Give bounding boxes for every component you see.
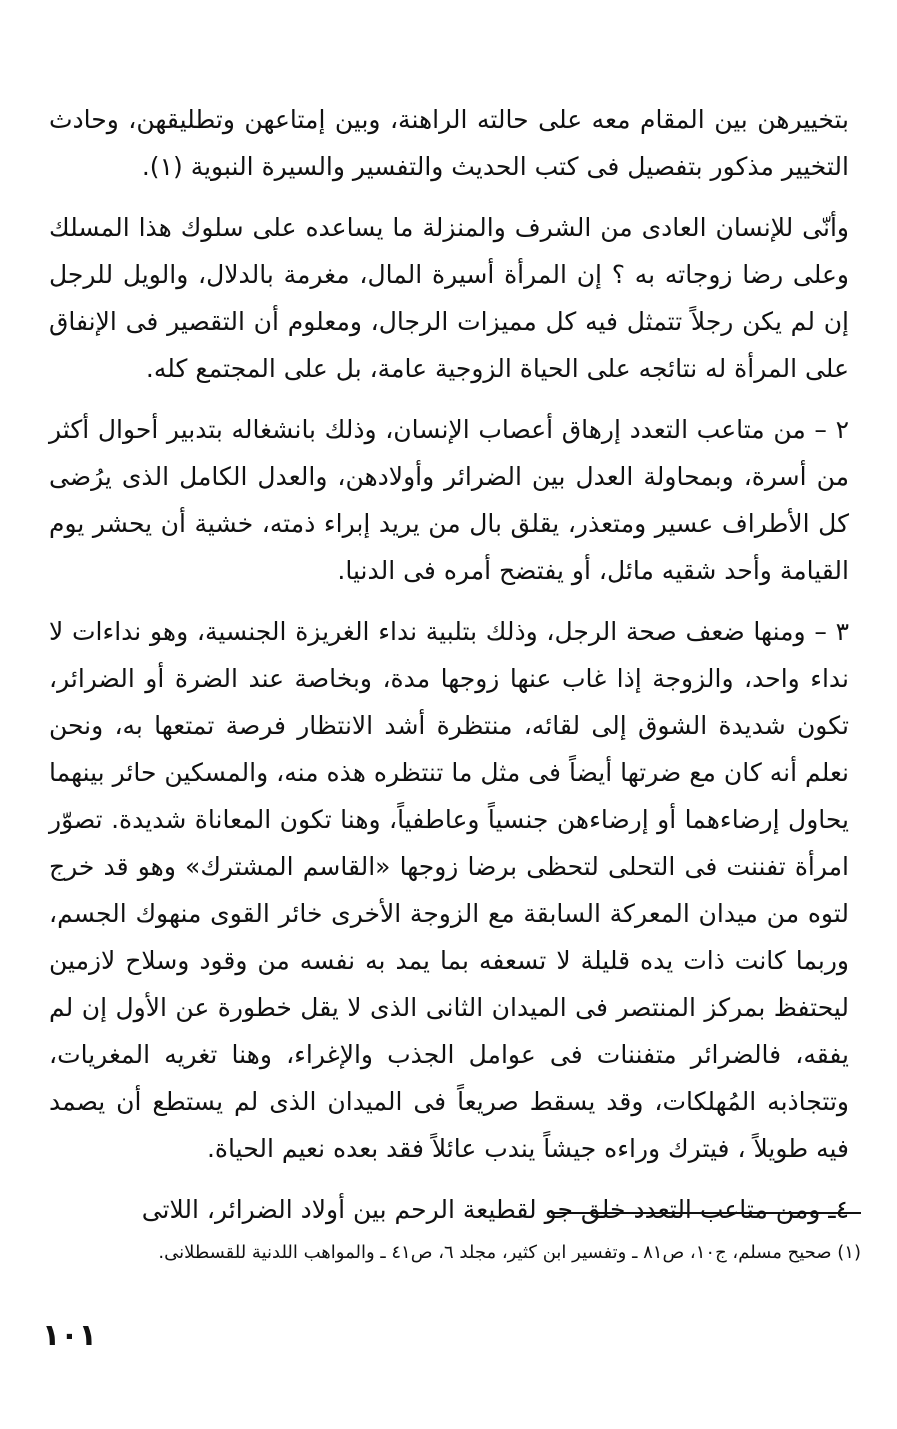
paragraph-2: وأنّى للإنسان العادى من الشرف والمنزلة ما يساعده على سلوك هذا المسلك وعلى رضا زوجاته به ؟ إن المرأة أسيرة المال، مغرمة بالدلال، والويل للرجل إن لم يكن رجلاً تتمثل فيه كل مميزات الرجال، ومعلوم أن التقصير فى الإنفاق على المرأة له نتائجه على الحياة الزوجية عامة، بل على المجتمع كله. [49, 213, 849, 383]
footnote: (١) صحيح مسلم، ج١٠، ص٨١ ـ وتفسير ابن كثير، مجلد ٦، ص٤١ ـ والمواهب اللدنية للقسطلانى. [158, 1242, 861, 1263]
page-number: ١٠١ [42, 1318, 97, 1353]
paragraph-5: ٤ـ ومن متاعب التعدد خلق جو لقطيعة الرحم بين أولاد الضرائر، اللاتى [141, 1195, 849, 1224]
paragraph-1: بتخييرهن بين المقام معه على حالته الراهنة، وبين إمتاعهن وتطليقهن، وحادث التخيير مذكور بتفصيل فى كتب الحديث والتفسير والسيرة النبوية (١). [49, 105, 849, 181]
paragraph-3: ٢ – من متاعب التعدد إرهاق أعصاب الإنسان، وذلك بانشغاله بتدبير أحوال أكثر من أسرة، وبمحاولة العدل بين الضرائر وأولادهن، والعدل الكامل الذى يرُضى كل الأطراف عسير ومتعذر، يقلق بال من يريد إبراء ذمته، خشية أن يحشر يوم القيامة وأحد شقيه مائل، أو يفتضح أمره فى الدنيا. [49, 415, 849, 585]
footnote-separator [551, 1212, 861, 1214]
paragraph-4: ٣ – ومنها ضعف صحة الرجل، وذلك بتلبية نداء الغريزة الجنسية، وهو نداءات لا نداء واحد، والزوجة إذا غاب عنها زوجها مدة، وبخاصة عند الضرة أو الضرائر، تكون شديدة الشوق إلى لقائه، منتظرة أشد الانتظار فرصة تمتعها به، ونحن نعلم أنه كان مع ضرتها أيضاً فى مثل ما تنتظره هذه منه، والمسكين حائر بينهما يحاول إرضاءهما أو إرضاءهن جنسياً وعاطفياً، وهنا تكون المعاناة شديدة. تصوّر امرأة تفننت فى التحلى لتحظى برضا زوجها «القاسم المشترك» وهو قد خرج لتوه من ميدان المعركة السابقة مع الزوجة الأخرى خائر القوى منهوك الجسم، وربما كانت ذات يده قليلة لا تسعفه بما يمد به نفسه من وقود وسلاح لازمين ليحتفظ بمركز المنتصر فى الميدان الثانى الذى لا يقل خطورة عن الأول إن لم يفقه، فالضرائر متفننات فى عوامل الجذب والإغراء، وهنا تغريه المغريات، وتتجاذبه المُهلكات، وقد يسقط صريعاً فى الميدان الذى لم يستطع أن يصمد فيه طويلاً ، فيترك وراءه جيشاً يندب عائلاً فقد بعده نعيم الحياة. [49, 617, 849, 1163]
page-body [49, 96, 849, 1247]
